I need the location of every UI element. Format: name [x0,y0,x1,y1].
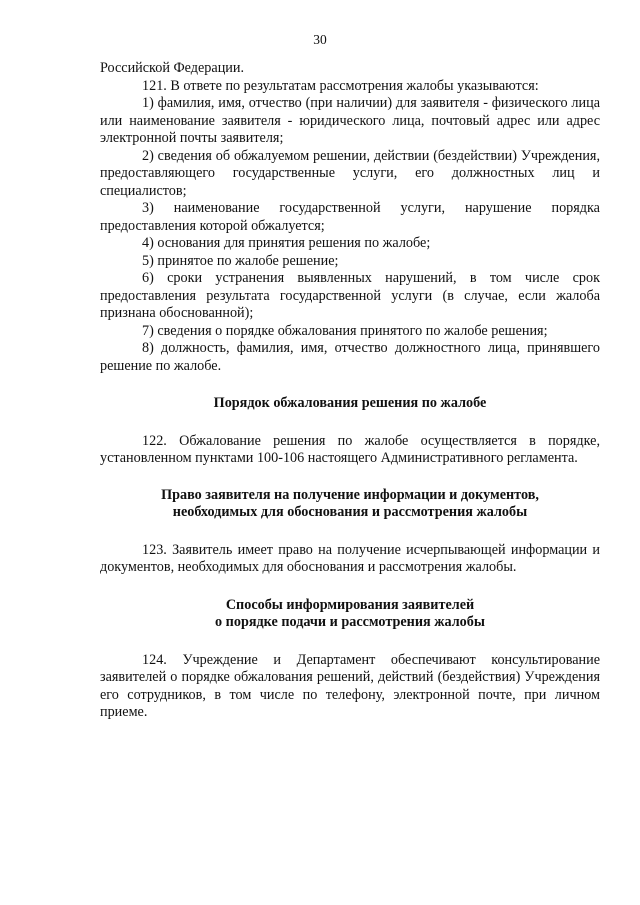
section-heading-appeal-procedure [100,395,600,413]
section-heading-informing-methods [100,597,600,632]
heading-line: необходимых для обоснования и рассмотрения жалобы [172,504,528,520]
heading-line: Право заявителя на получение информации и документов, [161,486,539,503]
list-item-3: 3) наименование государственной услуги, нарушение порядка предоставления которой обжалуется; [100,200,600,234]
list-item-6: 6) сроки устранения выявленных нарушений, в том числе срок предоставления результата государственной услуги (в случае, если жалоба признана обоснованной); [100,270,600,321]
list-item-1: 1) фамилия, имя, отчество (при наличии) для заявителя - физического лица или наименование заявителя - юридического лица, почтовый адрес или адрес электронной почты заявителя; [100,95,600,146]
paragraph-123: 123. Заявитель имеет право на получение исчерпывающей информации и документов, необходимых для обоснования и рассмотрения жалобы. [100,541,600,575]
list-item-5: 5) принятое по жалобе решение; [142,252,339,269]
list-item-2: 2) сведения об обжалуемом решении, действии (бездействии) Учреждения, предоставляющего государственные услуги, его должностных лиц и специалистов; [100,147,600,199]
heading-line: Порядок обжалования решения по жалобе [213,395,487,411]
list-item-4: 4) основания для принятия решения по жалобе; [142,235,431,251]
page-number: 30 [313,32,327,47]
paragraph-continuation: Российской Федерации. [100,60,245,76]
section-heading-right-to-information [100,487,600,522]
list-item-7: 7) сведения о порядке обжалования принятого по жалобе решения; [142,322,548,339]
list-item-8: 8) должность, фамилия, имя, отчество должностного лица, принявшего решение по жалобе. [100,340,600,374]
paragraph-121: 121. В ответе по результатам рассмотрения жалобы указываются: [142,77,539,94]
heading-line: о порядке подачи и рассмотрения жалобы [215,614,485,630]
heading-line: Способы информирования заявителей [225,596,475,613]
paragraph-122: 122. Обжалование решения по жалобе осуществляется в порядке, установленном пунктами 100-106 настоящего Административного регламента. [100,432,600,466]
document-body [100,60,600,722]
paragraph-124: 124. Учреждение и Департамент обеспечивают консультирование заявителей о порядке обжалования решений, действий (бездействия) Учреждения его сотрудников, в том числе по телефону, электронной почте, при личном приеме. [100,651,600,720]
